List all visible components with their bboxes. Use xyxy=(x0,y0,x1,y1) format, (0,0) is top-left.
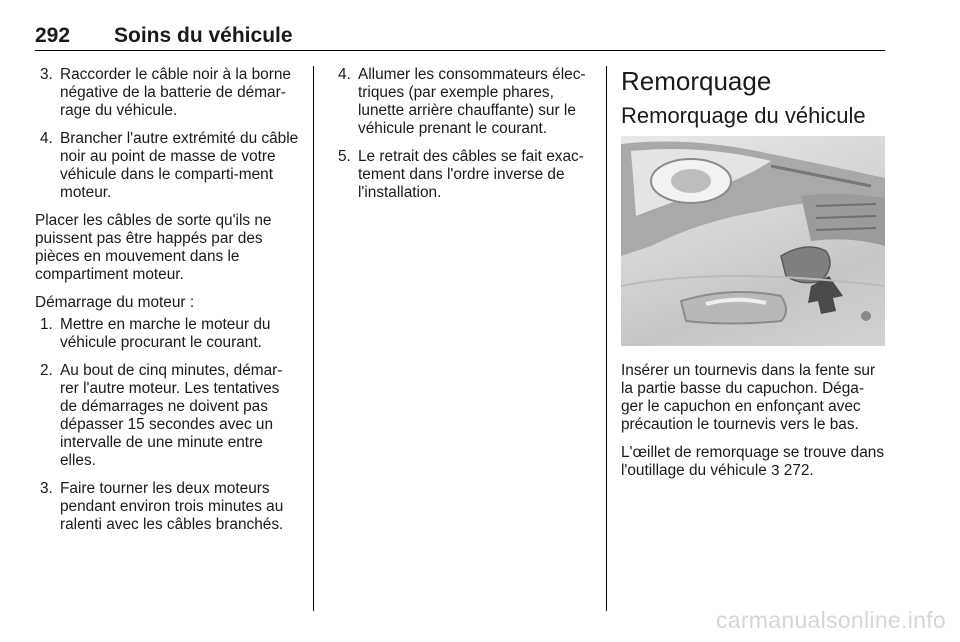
column-1 xyxy=(35,66,300,544)
paragraph-screwdriver-instructions: Insérer un tournevis dans la fente sur la partie basse du capuchon. Déga-ger le capuchon en enfonçant avec précaution le tournevis vers le bas. xyxy=(621,362,876,433)
column-2 xyxy=(333,66,593,212)
step-number: 5. xyxy=(338,148,351,165)
list-item xyxy=(333,66,593,138)
subheading-towing-vehicle: Remorquage du véhicule xyxy=(621,103,866,128)
page-reference-arrow-icon: 3 xyxy=(771,462,780,479)
list-item xyxy=(35,316,300,352)
page-header xyxy=(35,24,885,50)
step-number: 3. xyxy=(40,66,53,83)
step-text: Au bout de cinq minutes, démar-rer l'autre moteur. Les tentatives de démarrages ne doivent pas dépasser 15 secondes avec un intervalle de une minute entre elles. xyxy=(60,362,283,469)
reference-page-number: 272. xyxy=(783,462,814,479)
step-text: Raccorder le câble noir à la borne négative de la batterie de démar-rage du véhicule. xyxy=(60,66,291,119)
step-number: 2. xyxy=(40,362,53,379)
list-item xyxy=(35,362,300,470)
list-item xyxy=(333,148,593,202)
step-text: Brancher l'autre extrémité du câble noir au point de masse de votre véhicule dans le comparti-ment moteur. xyxy=(60,130,299,201)
column-3 xyxy=(621,66,886,490)
paragraph-engine-start: Démarrage du moteur : xyxy=(35,294,195,311)
column-divider-2 xyxy=(606,66,607,611)
towing-cap-illustration xyxy=(621,136,885,346)
step-number: 4. xyxy=(338,66,351,83)
list-item xyxy=(35,130,300,202)
page-number: 292 xyxy=(35,24,71,47)
steps-list-top xyxy=(35,66,300,202)
steps-list-continued xyxy=(333,66,593,202)
car-front-illustration xyxy=(621,136,885,346)
step-number: 1. xyxy=(40,316,53,333)
step-text: Mettre en marche le moteur du véhicule procurant le courant. xyxy=(60,316,271,351)
list-item xyxy=(35,480,300,534)
list-item xyxy=(35,66,300,120)
steps-list-start xyxy=(35,316,300,534)
towing-eye-text: L'œillet de remorquage se trouve dans l'outillage du véhicule xyxy=(621,444,885,479)
header-divider xyxy=(35,50,885,51)
paragraph-cable-placement: Placer les câbles de sorte qu'ils ne puissent pas être happés par des pièces en mouvement dans le compartiment moteur. xyxy=(35,212,272,283)
paragraph-towing-eye-location xyxy=(621,444,886,480)
step-number: 3. xyxy=(40,480,53,497)
column-divider-1 xyxy=(313,66,314,611)
step-text: Allumer les consommateurs élec-triques (par exemple phares, lunette arrière chauffante) sur le véhicule prenant le courant. xyxy=(358,66,586,137)
heading-towing: Remorquage xyxy=(621,66,772,96)
step-text: Le retrait des câbles se fait exac-tement dans l'ordre inverse de l'installation. xyxy=(358,148,584,201)
step-number: 4. xyxy=(40,130,53,147)
watermark: carmanualsonline.info xyxy=(715,607,946,633)
section-title: Soins du véhicule xyxy=(114,24,293,47)
step-text: Faire tourner les deux moteurs pendant environ trois minutes au ralenti avec les câbles branchés. xyxy=(60,480,284,533)
